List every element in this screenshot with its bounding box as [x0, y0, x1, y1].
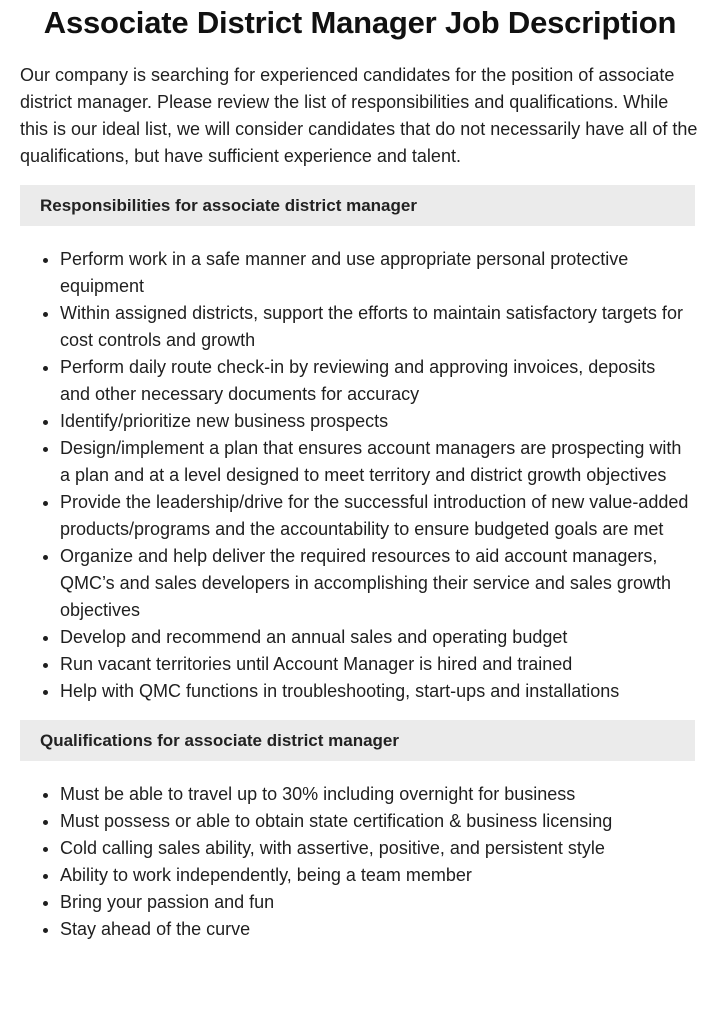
list-item: • Organize and help deliver the required resources to aid account managers, QMC’s and sales developers in accomplishing their service and sales growth objectives [60, 543, 700, 624]
list-item: • Ability to work independently, being a team member [60, 862, 700, 889]
intro-paragraph: Our company is searching for experienced candidates for the position of associate district manager. Please review the list of responsibilities and qualifications. While this is our ideal list, we will consider candidates that do not necessarily have all of the qualifications, but have sufficient experience and talent. [20, 65, 698, 166]
list-item: • Perform daily route check-in by reviewing and approving invoices, deposits and other necessary documents for accuracy [60, 354, 700, 408]
list-item: • Design/implement a plan that ensures account managers are prospecting with a plan and at a level designed to meet territory and district growth objectives [60, 435, 700, 489]
qualifications-heading: Qualifications for associate district manager [20, 720, 695, 761]
list-item: • Must possess or able to obtain state certification & business licensing [60, 808, 700, 835]
list-item: • Develop and recommend an annual sales and operating budget [60, 624, 700, 651]
list-item: • Bring your passion and fun [60, 889, 700, 916]
list-item: • Run vacant territories until Account Manager is hired and trained [60, 651, 700, 678]
list-item: • Within assigned districts, support the efforts to maintain satisfactory targets for cost controls and growth [60, 300, 700, 354]
list-item: • Stay ahead of the curve [60, 916, 700, 943]
list-item: • Identify/prioritize new business prospects [60, 408, 700, 435]
qualifications-list [20, 781, 700, 943]
list-item: • Must be able to travel up to 30% including overnight for business [60, 781, 700, 808]
page-title: Associate District Manager Job Description [43, 5, 677, 40]
responsibilities-list [20, 246, 700, 705]
list-item: • Perform work in a safe manner and use appropriate personal protective equipment [60, 246, 700, 300]
responsibilities-heading: Responsibilities for associate district manager [20, 185, 695, 226]
list-item: • Provide the leadership/drive for the successful introduction of new value-added products/programs and the accountability to ensure budgeted goals are met [60, 489, 700, 543]
list-item: • Cold calling sales ability, with assertive, positive, and persistent style [60, 835, 700, 862]
list-item: • Help with QMC functions in troubleshooting, start-ups and installations [60, 678, 700, 705]
